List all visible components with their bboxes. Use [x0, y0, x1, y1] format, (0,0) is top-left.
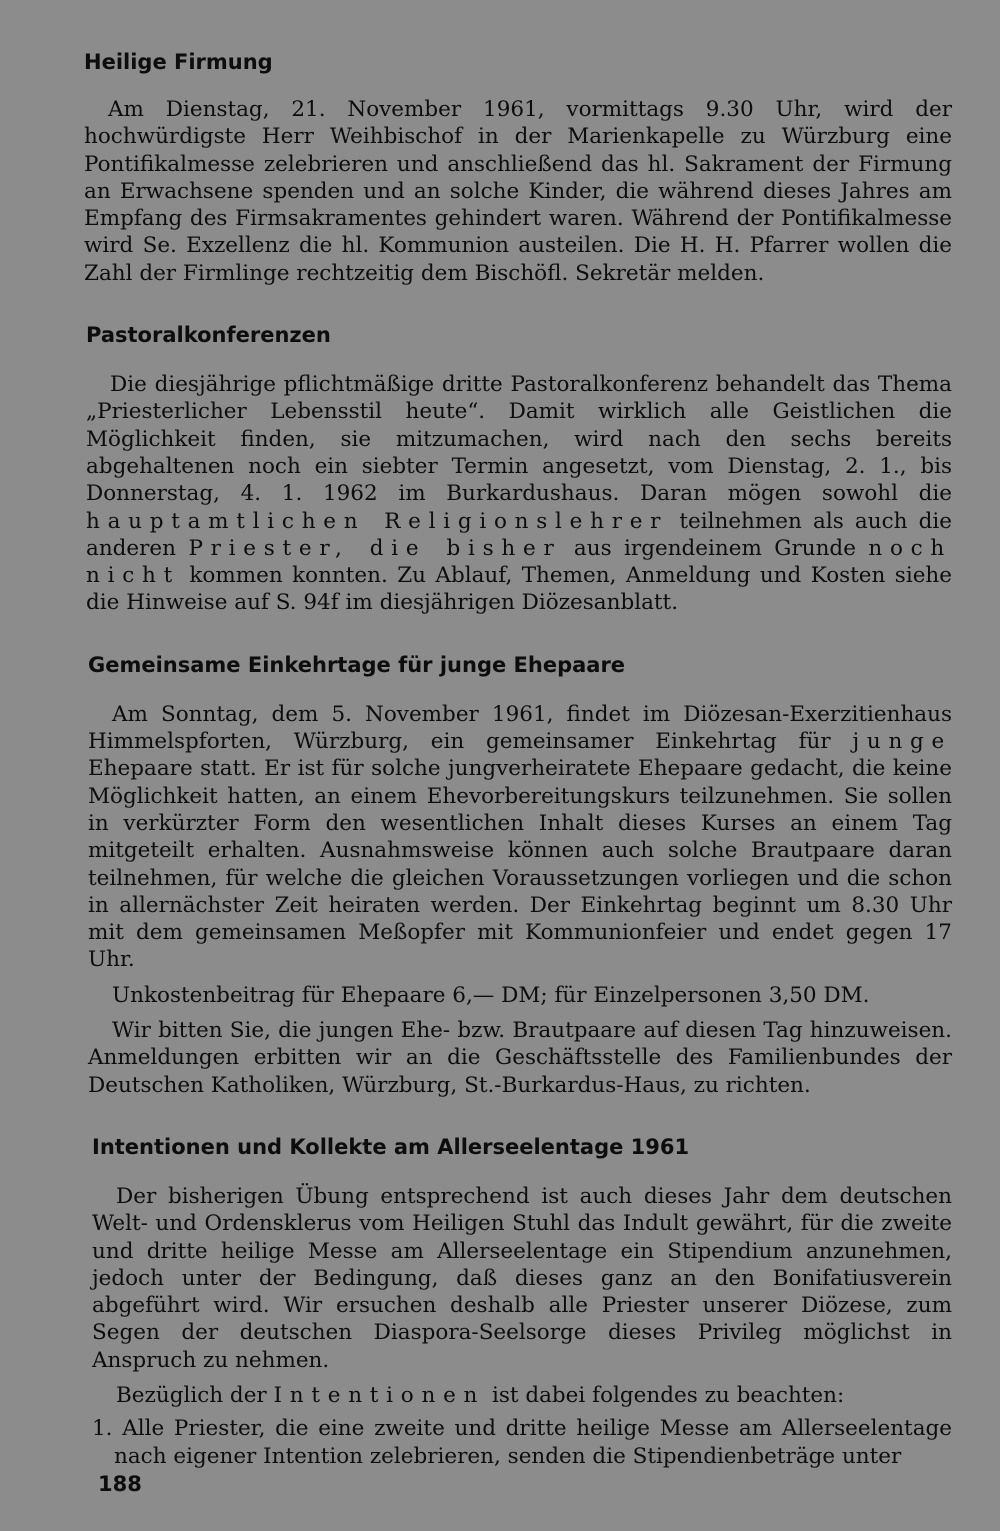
text-run: Die diesjährige pflichtmäßige dritte Pastoralkonferenz behandelt das Thema „Priesterlicher Lebensstil heute“. Damit wirklich alle Geistlichen die Möglichkeit finden, sie mitzumachen, wird nach den sechs bereits abgehaltenen noch ein siebter Termin angesetzt, vom Dienstag, 2. 1., bis Donnerstag, 4. 1. 1962 im Burkardushaus. Daran mögen sowohl die: [86, 372, 952, 507]
section-heading: Gemeinsame Einkehrtage für junge Ehepaare: [88, 652, 626, 677]
text-run: kommen konnten. Zu Ablauf, Themen, Anmeldung und Kosten siehe die Hinweise auf S. 94f im diesjährigen Diözesanblatt.: [86, 563, 952, 616]
list-item: 1. Alle Priester, die eine zweite und dritte heilige Messe am Allerseelentage nach eigener Intention zelebrieren, senden die Stipendienbeträge unter: [92, 1416, 952, 1469]
section-heilige-firmung: [84, 48, 952, 287]
paragraph: Der bisherigen Übung entsprechend ist auch dieses Jahr dem deutschen Welt- und Ordensklerus vom Heiligen Stuhl das Indult gewährt, für die zweite und dritte heilige Messe am Allerseelentage ein Stipendium anzunehmen, jedoch unter der Bedingung, daß dieses ganz an den Bonifatiusverein abgeführt wird. Wir ersuchen deshalb alle Priester unserer Diözese, zum Segen der deutschen Diaspora-Seelsorge dieses Privileg möglichst in Anspruch zu nehmen.: [92, 1183, 952, 1373]
text-run: aus irgendeinem Grunde: [561, 535, 869, 561]
text-run: teilnehmen als auch die anderen: [86, 508, 953, 561]
paragraph: [88, 701, 952, 974]
text-run: Ehepaare statt. Er ist für solche jungverheiratete Ehepaare gedacht, die keine Möglichkeit hatten, an einem Ehevorbereitungskurs teilzunehmen. Sie sollen in verkürzter Form den wesentlichen Inhalt dieses Kurses an einem Tag mitgeteilt erhalten. Ausnahmsweise können auch solche Brautpaare daran teilnehmen, für welche die gleichen Voraussetzungen vorliegen und die schon in allernächster Zeit heiraten werden. Der Einkehrtag beginnt um 8.30 Uhr mit dem gemeinsamen Meßopfer mit Kommunionfeier und endet gegen 17 Uhr.: [88, 756, 952, 973]
spaced-emphasis: hauptamtlichen Religionslehrer: [86, 508, 669, 534]
text-run: Bezüglich der: [116, 1382, 274, 1408]
text-run: ist dabei folgendes zu beachten:: [485, 1382, 845, 1408]
paragraph: Am Dienstag, 21. November 1961, vormittags 9.30 Uhr, wird der hochwürdigste Herr Weihbischof in der Marienkapelle zu Würzburg eine Pontifikalmesse zelebrieren und anschließend das hl. Sakrament der Firmung an Erwachsene spenden und an solche Kinder, die während dieses Jahres am Empfang des Firmsakramentes gehindert waren. Während der Pontifikalmesse wird Se. Exzellenz die hl. Kommunion austeilen. Die H. H. Pfarrer wollen die Zahl der Firmlinge rechtzeitig dem Bischöfl. Sekretär melden.: [84, 97, 952, 286]
paragraph: Wir bitten Sie, die jungen Ehe- bzw. Brautpaare auf diesen Tag hinzuweisen. Anmeldungen erbitten wir an die Geschäftsstelle des Familienbundes der Deutschen Katholiken, Würzburg, St.-Burkardus-Haus, zu richten.: [88, 1018, 952, 1098]
section-heading: Heilige Firmung: [84, 50, 273, 74]
spaced-emphasis: noch nicht: [86, 535, 952, 589]
paragraph: Unkostenbeitrag für Ehepaare 6,— DM; für Einzelpersonen 3,50 DM.: [112, 982, 870, 1008]
spaced-emphasis: Priester, die bisher: [188, 535, 562, 561]
section-pastoralkonferenzen: [84, 321, 952, 617]
spaced-emphasis: junge: [852, 729, 952, 755]
paragraph: [92, 1382, 952, 1409]
page-number: 188: [98, 1472, 142, 1496]
section-heading: Intentionen und Kollekte am Allerseelentage 1961: [92, 1134, 690, 1159]
section-heading: Pastoralkonferenzen: [86, 323, 331, 348]
spaced-emphasis: Intentionen: [273, 1382, 486, 1408]
text-run: Am Sonntag, dem 5. November 1961, findet im Diözesan-Exerzitienhaus Himmelspforten, Würzburg, ein gemeinsamer Einkehrtag für: [88, 701, 952, 755]
section-intentionen: [84, 1133, 952, 1470]
paragraph: [86, 371, 952, 617]
section-einkehrtage: [84, 651, 952, 1099]
